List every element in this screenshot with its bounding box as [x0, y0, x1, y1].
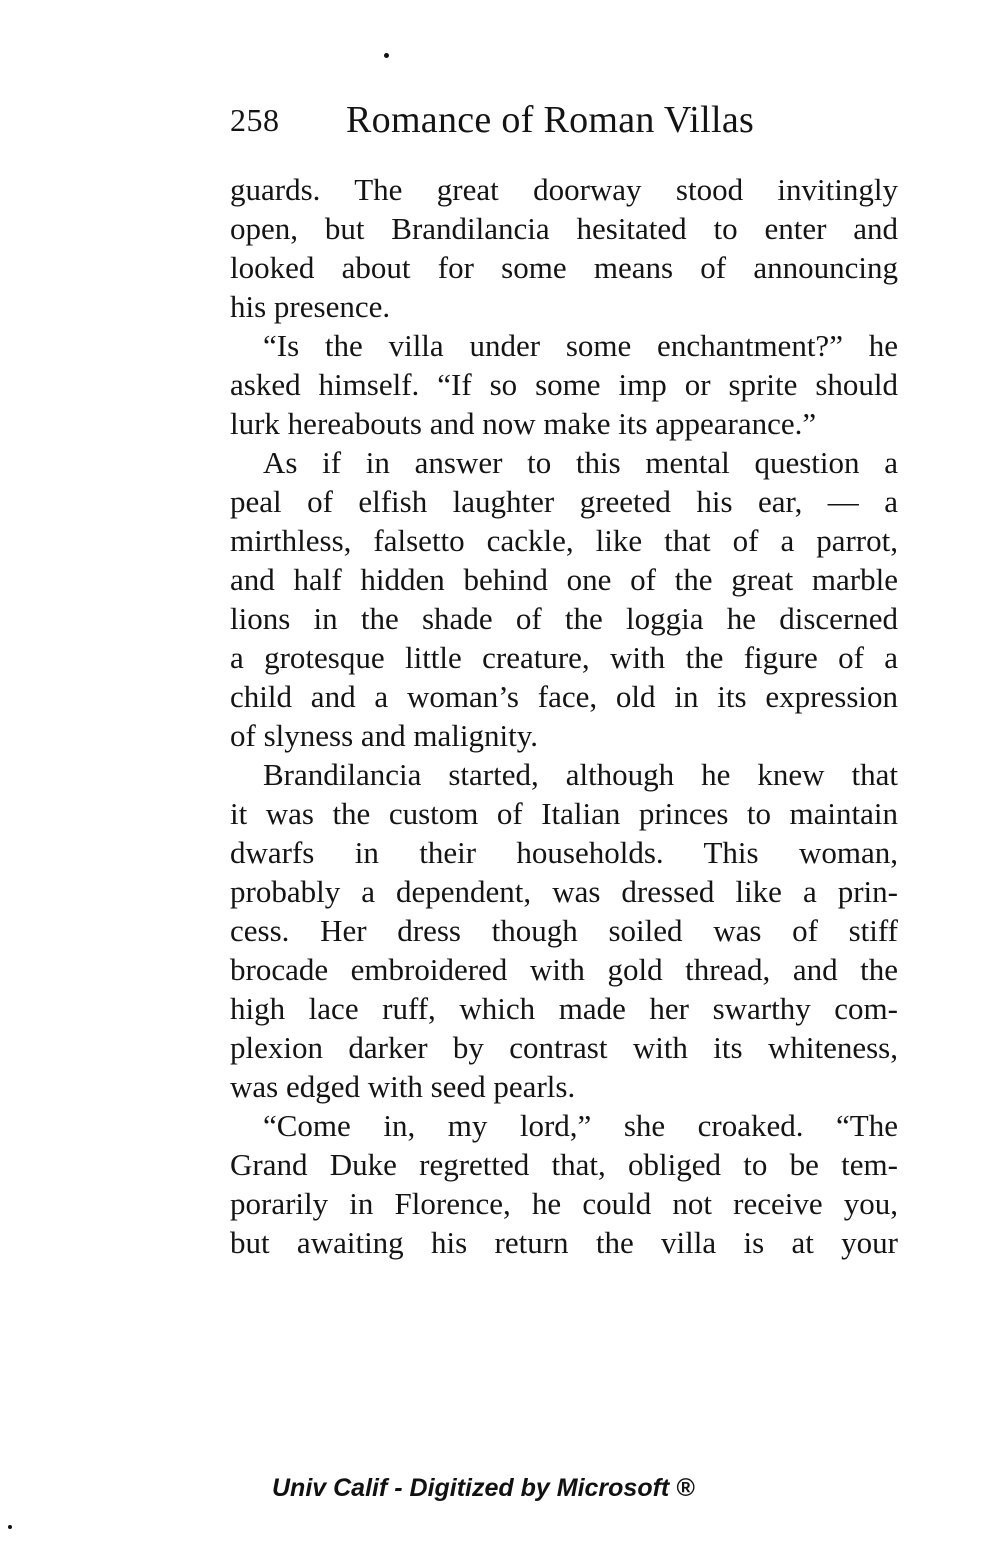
body-text [230, 170, 898, 1262]
text-line: “Is the villa under some enchantment?” he [263, 328, 898, 363]
text-line: “Come in, my lord,” she croaked. “The [263, 1108, 898, 1143]
text-line: but awaiting his return the villa is at your [230, 1225, 898, 1260]
page-number: 258 [230, 102, 280, 138]
text-line: his presence. [230, 289, 391, 324]
text-line: brocade embroidered with gold thread, and the [230, 952, 898, 987]
text-line: of slyness and malignity. [230, 718, 538, 753]
text-line: it was the custom of Italian princes to maintain [230, 796, 898, 831]
ink-speck [384, 53, 389, 58]
text-line: high lace ruff, which made her swarthy com- [230, 991, 898, 1026]
text-line: was edged with seed pearls. [230, 1069, 576, 1104]
text-line: a grotesque little creature, with the figure of a [230, 640, 898, 675]
text-line: and half hidden behind one of the great marble [230, 562, 898, 597]
text-line: guards. The great doorway stood invitingly [230, 172, 898, 207]
text-line: porarily in Florence, he could not receive you, [230, 1186, 898, 1221]
ink-speck [8, 1525, 12, 1529]
text-line: plexion darker by contrast with its whiteness, [230, 1030, 898, 1065]
text-line: lions in the shade of the loggia he discerned [230, 601, 898, 636]
text-line: child and a woman’s face, old in its expression [230, 679, 898, 714]
text-line: probably a dependent, was dressed like a prin- [230, 874, 898, 909]
text-line: peal of elfish laughter greeted his ear, — a [230, 484, 898, 519]
text-line: cess. Her dress though soiled was of stiff [230, 913, 898, 948]
text-line: Grand Duke regretted that, obliged to be tem- [230, 1147, 898, 1182]
text-line: As if in answer to this mental question a [263, 445, 898, 480]
text-line: lurk hereabouts and now make its appearance.” [230, 406, 817, 441]
text-line: looked about for some means of announcing [230, 250, 898, 285]
running-head [230, 98, 830, 148]
text-line: mirthless, falsetto cackle, like that of a parrot, [230, 523, 898, 558]
book-title: Romance of Roman Villas [346, 99, 755, 141]
text-line: dwarfs in their households. This woman, [230, 835, 898, 870]
text-line: Brandilancia started, although he knew that [263, 757, 898, 792]
text-line: open, but Brandilancia hesitated to enter and [230, 211, 898, 246]
text-line: asked himself. “If so some imp or sprite should [230, 367, 898, 402]
digitization-watermark: Univ Calif - Digitized by Microsoft ® [272, 1474, 695, 1502]
